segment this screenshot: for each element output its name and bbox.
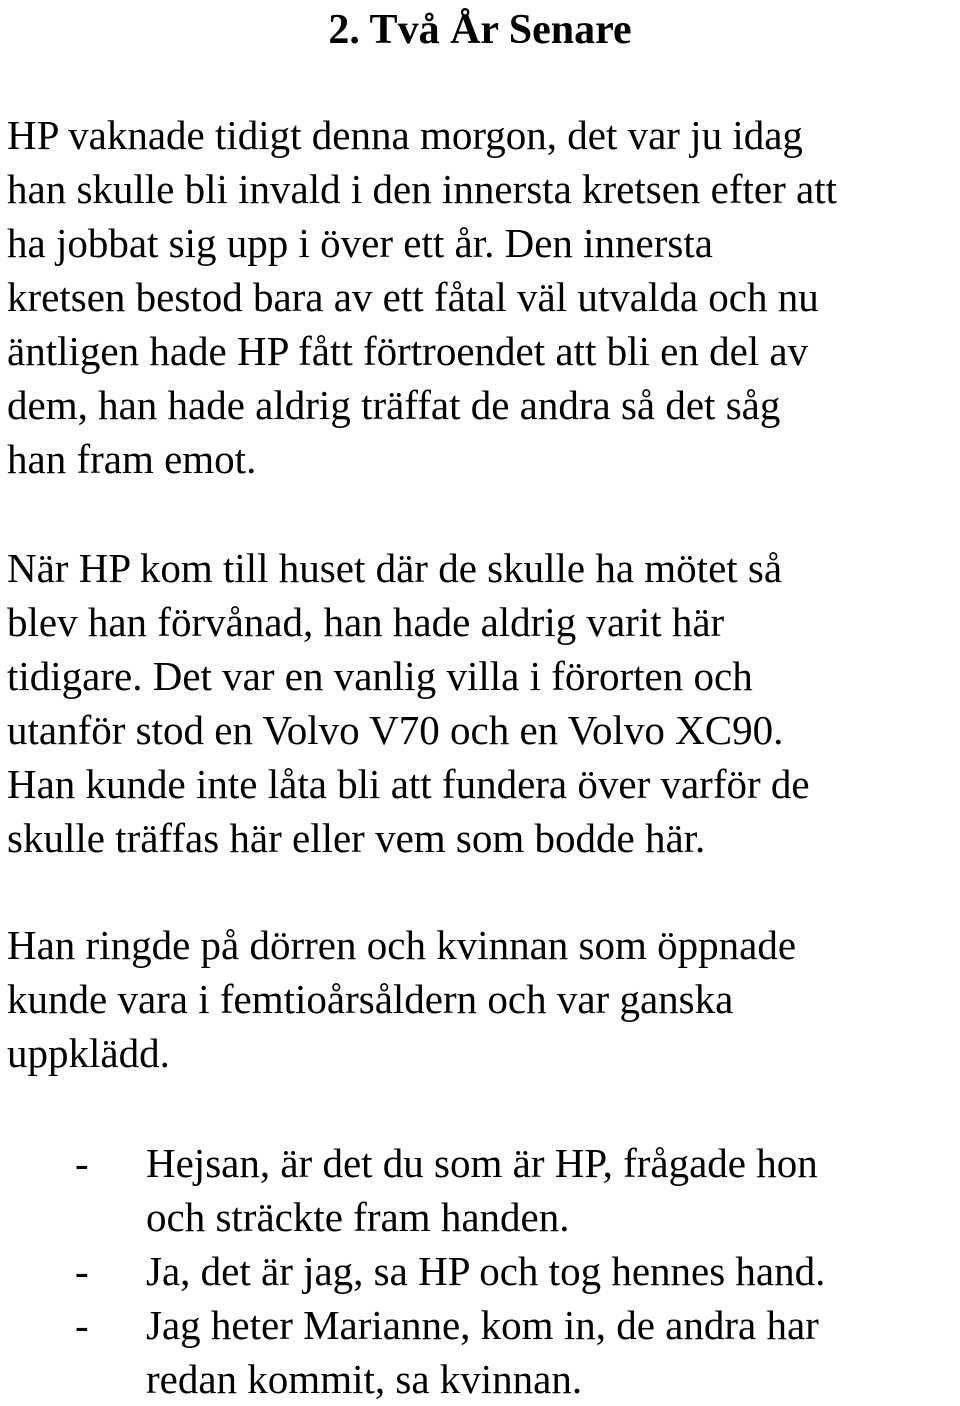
text-line: blev han förvånad, han hade aldrig varit här xyxy=(7,599,725,645)
chapter-title: 2. Två År Senare xyxy=(328,7,632,53)
text-line: han skulle bli invald i den innersta kretsen efter att xyxy=(7,166,837,212)
paragraph-3 xyxy=(7,918,952,1080)
text-line: kretsen bestod bara av ett fåtal väl utvalda och nu xyxy=(7,274,819,320)
text-line: uppklädd. xyxy=(7,1030,170,1076)
text-line: äntligen hade HP fått förtroendet att bli en del av xyxy=(7,328,809,374)
dialogue-dash: - xyxy=(75,1140,89,1186)
dialogue-list xyxy=(0,1136,960,1406)
text-line: skulle träffas här eller vem som bodde här. xyxy=(7,815,706,861)
text-line: han fram emot. xyxy=(7,436,257,482)
text-line: Han ringde på dörren och kvinnan som öppnade xyxy=(7,922,797,968)
dialogue-item xyxy=(0,1298,960,1406)
dialogue-item xyxy=(0,1244,960,1298)
text-line: kunde vara i femtioårsåldern och var ganska xyxy=(7,976,734,1022)
dialogue-line: Hejsan, är det du som är HP, frågade hon xyxy=(146,1140,818,1186)
dialogue-line: Jag heter Marianne, kom in, de andra har xyxy=(146,1302,819,1348)
text-line: ha jobbat sig upp i över ett år. Den innersta xyxy=(7,220,713,266)
paragraph-1 xyxy=(7,108,952,486)
text-line: HP vaknade tidigt denna morgon, det var ju idag xyxy=(7,112,803,158)
text-line: utanför stod en Volvo V70 och en Volvo XC90. xyxy=(7,707,784,753)
dialogue-line: Ja, det är jag, sa HP och tog hennes hand. xyxy=(146,1248,826,1294)
dialogue-line: redan kommit, sa kvinnan. xyxy=(146,1356,583,1402)
dialogue-item xyxy=(0,1136,960,1244)
dialogue-dash: - xyxy=(75,1302,89,1348)
text-line: tidigare. Det var en vanlig villa i förorten och xyxy=(7,653,753,699)
dialogue-line: och sträckte fram handen. xyxy=(146,1194,570,1240)
text-line: När HP kom till huset där de skulle ha mötet så xyxy=(7,545,783,591)
text-line: Han kunde inte låta bli att fundera över varför de xyxy=(7,761,810,807)
dialogue-dash: - xyxy=(75,1248,89,1294)
text-line: dem, han hade aldrig träffat de andra så det såg xyxy=(7,382,781,428)
paragraph-2 xyxy=(7,541,952,865)
